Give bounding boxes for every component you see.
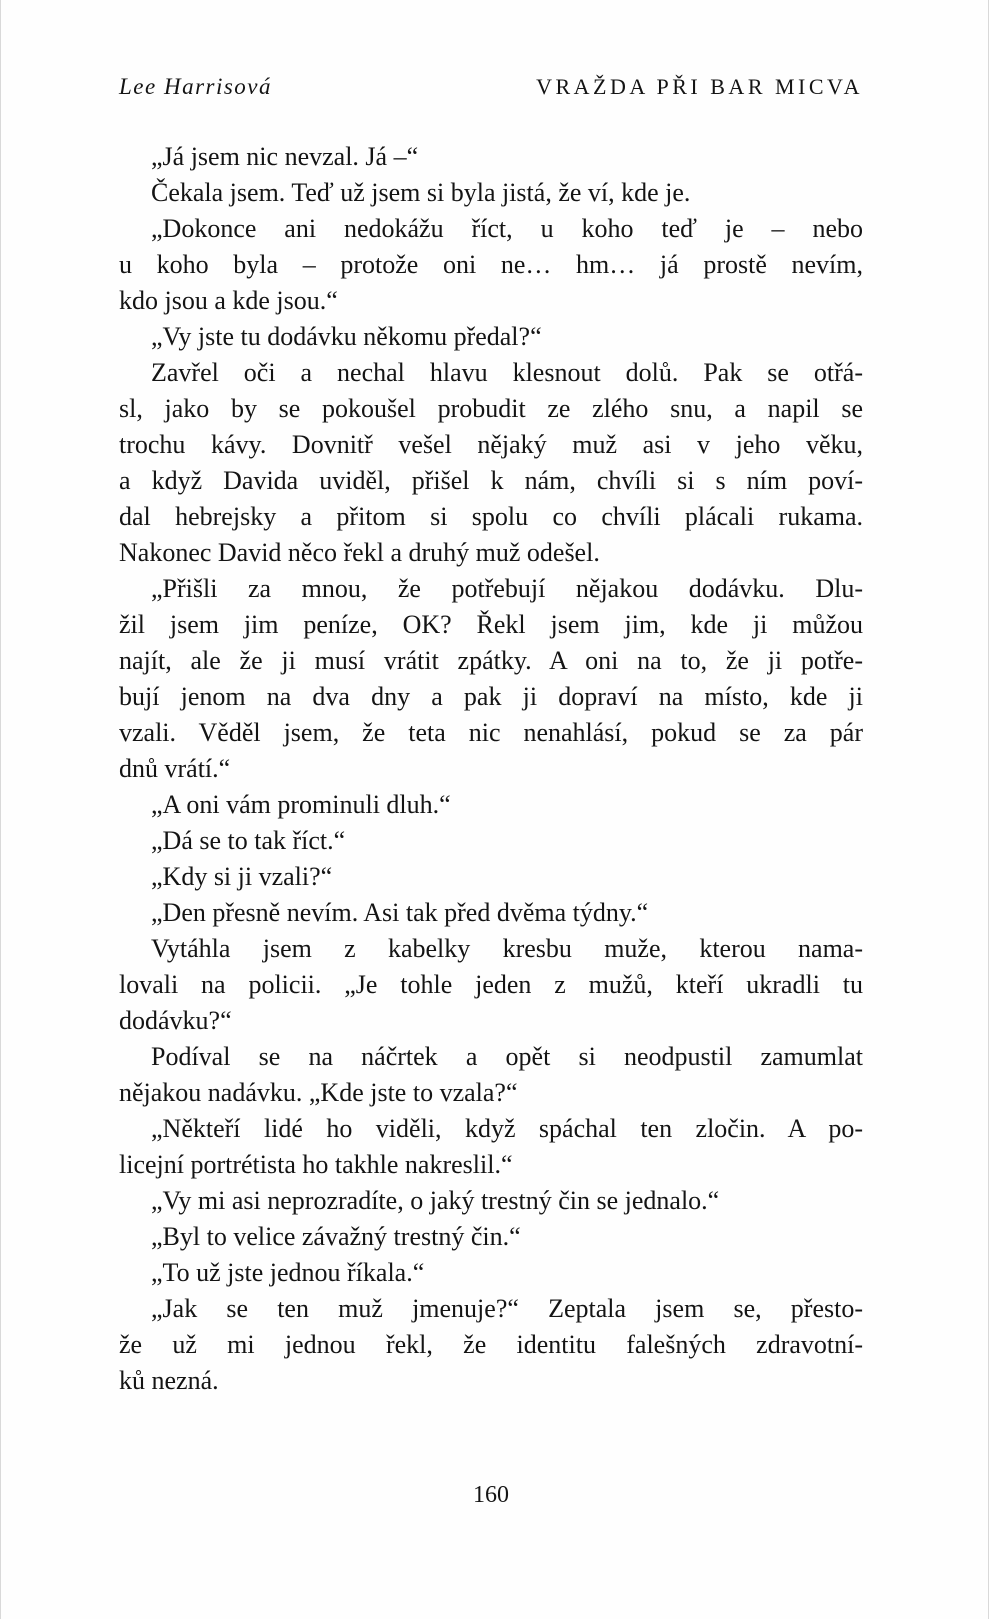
- text-line: Nakonec David něco řekl a druhý muž odešel.: [119, 538, 600, 567]
- running-head-author: Lee Harrisová: [119, 74, 273, 99]
- text-line: „Jak se ten muž jmenuje?“ Zeptala jsem se, přesto-: [151, 1294, 863, 1323]
- running-head-title: VRAŽDA PŘI BAR MICVA: [536, 74, 863, 99]
- text-line: Čekala jsem. Teď už jsem si byla jistá, že ví, kde je.: [151, 178, 691, 207]
- text-line: žil jsem jim peníze, OK? Řekl jsem jim, kde ji můžou: [119, 610, 863, 639]
- text-line: trochu kávy. Dovnitř vešel nějaký muž asi v jeho věku,: [119, 430, 863, 459]
- text-line: nějakou nadávku. „Kde jste to vzala?“: [119, 1078, 518, 1107]
- running-head: [119, 74, 863, 100]
- text-line: „Někteří lidé ho viděli, když spáchal ten zločin. A po-: [151, 1114, 863, 1143]
- text-line: že už mi jednou řekl, že identitu falešných zdravotní-: [119, 1330, 863, 1359]
- text-line: u koho byla – protože oni ne… hm… já prostě nevím,: [119, 250, 863, 279]
- text-line: „To už jste jednou říkala.“: [151, 1258, 425, 1287]
- text-line: „Den přesně nevím. Asi tak před dvěma týdny.“: [151, 898, 649, 927]
- text-line: najít, ale že ji musí vrátit zpátky. A oni na to, že ji potře-: [119, 646, 863, 675]
- text-body: [119, 139, 863, 1399]
- text-line: licejní portrétista ho takhle nakreslil.“: [119, 1150, 513, 1179]
- text-line: „Kdy si ji vzali?“: [151, 862, 333, 891]
- text-line: ků nezná.: [119, 1366, 219, 1395]
- text-line: Vytáhla jsem z kabelky kresbu muže, kterou nama-: [151, 934, 863, 963]
- text-line: bují jenom na dva dny a pak ji dopraví na místo, kde ji: [119, 682, 863, 711]
- text-line: vzali. Věděl jsem, že teta nic nenahlásí, pokud se za pár: [119, 718, 863, 747]
- text-line: „Vy mi asi neprozradíte, o jaký trestný čin se jednalo.“: [151, 1186, 720, 1215]
- text-line: a když Davida uviděl, přišel k nám, chvíli si s ním poví-: [119, 466, 863, 495]
- text-line: „Dokonce ani nedokážu říct, u koho teď je – nebo: [151, 214, 863, 243]
- text-line: „Přišli za mnou, že potřebují nějakou dodávku. Dlu-: [151, 574, 863, 603]
- text-line: Zavřel oči a nechal hlavu klesnout dolů. Pak se otřá-: [151, 358, 863, 387]
- text-line: dal hebrejsky a přitom si spolu co chvíli plácali rukama.: [119, 502, 863, 531]
- text-line: „Dá se to tak říct.“: [151, 826, 346, 855]
- text-line: dnů vrátí.“: [119, 754, 231, 783]
- text-line: „Byl to velice závažný trestný čin.“: [151, 1222, 521, 1251]
- text-line: kdo jsou a kde jsou.“: [119, 286, 338, 315]
- text-line: Podíval se na náčrtek a opět si neodpustil zamumlat: [151, 1042, 863, 1071]
- text-line: „Já jsem nic nevzal. Já –“: [151, 142, 419, 171]
- text-line: „A oni vám prominuli dluh.“: [151, 790, 451, 819]
- text-line: lovali na policii. „Je tohle jeden z mužů, kteří ukradli tu: [119, 970, 863, 999]
- text-line: sl, jako by se pokoušel probudit ze zlého snu, a napil se: [119, 394, 863, 423]
- page-number: 160: [473, 1482, 509, 1508]
- text-line: dodávku?“: [119, 1006, 232, 1035]
- text-line: „Vy jste tu dodávku někomu předal?“: [151, 322, 542, 351]
